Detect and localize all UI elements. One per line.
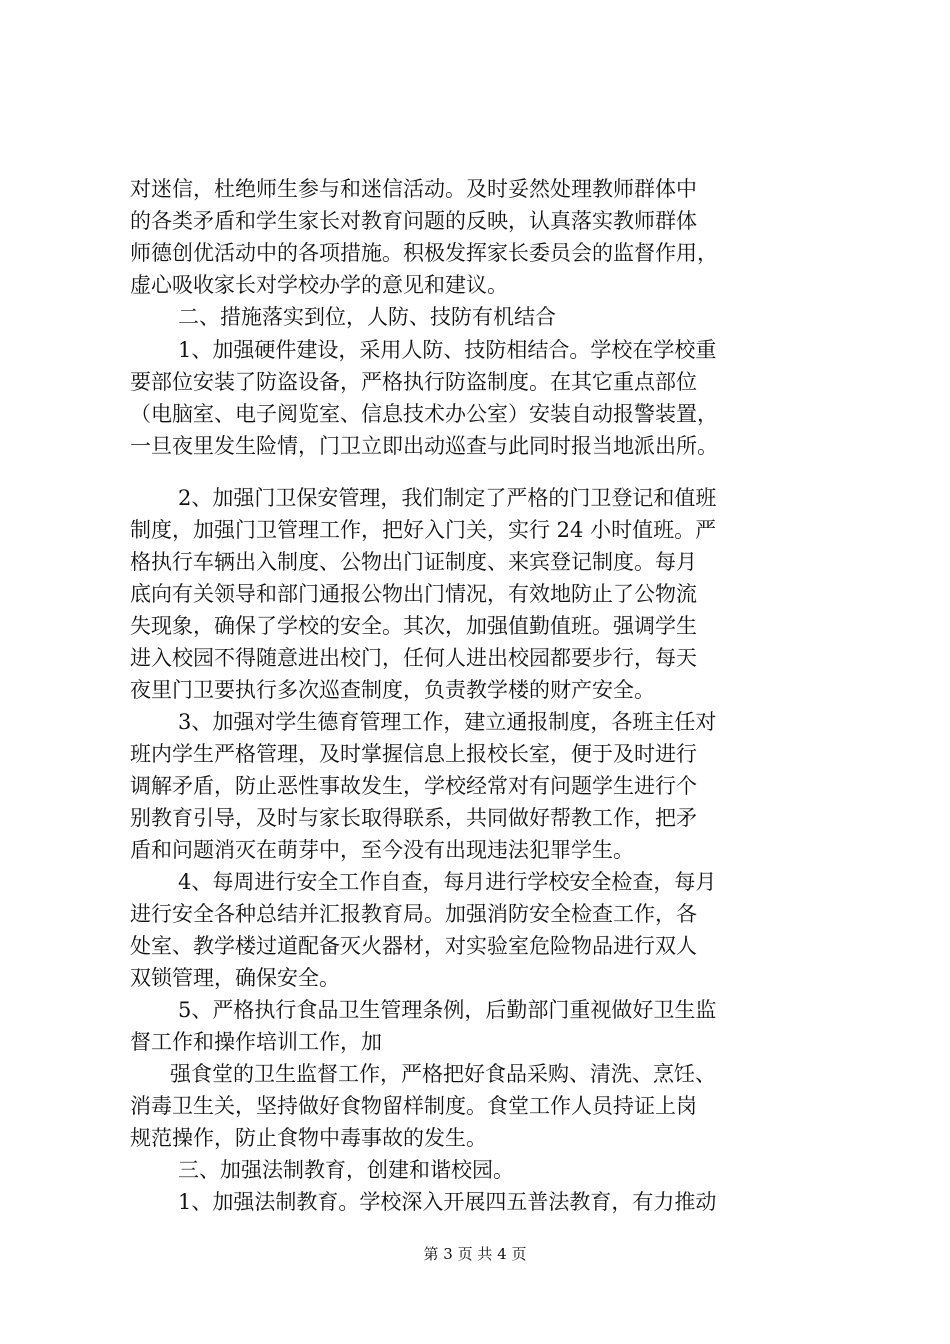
text-line: 督工作和操作培训工作，加	[130, 1030, 382, 1054]
text-line: （电脑室、电子阅览室、信息技术办公室）安装自动报警装置，	[130, 402, 718, 426]
text-line: 2、加强门卫保安管理，我们制定了严格的门卫登记和值班	[178, 486, 717, 510]
text-line: 对迷信，杜绝师生参与和迷信活动。及时妥然处理教师群体中	[130, 177, 697, 201]
text-line: 双锁管理，确保安全。	[130, 966, 340, 990]
text-line: 要部位安装了防盗设备，严格执行防盗制度。在其它重点部位	[130, 370, 697, 394]
page-number-footer: 第 3 页 共 4 页	[423, 1245, 527, 1263]
text-line: 4、每周进行安全工作自查，每月进行学校安全检查，每月	[178, 870, 717, 894]
text-line: 1、加强法制教育。学校深入开展四五普法教育，有力推动	[178, 1190, 717, 1214]
text-line: 制度，加强门卫管理工作，把好入门关，实行 24 小时值班。严	[130, 518, 717, 542]
text-line: 师德创优活动中的各项措施。积极发挥家长委员会的监督作用，	[130, 241, 718, 265]
text-line: 进入校园不得随意进出校门，任何人进出校园都要步行，每天	[130, 646, 697, 670]
text-line: 夜里门卫要执行多次巡查制度，负责教学楼的财产安全。	[130, 678, 655, 702]
text-line: 调解矛盾，防止恶性事故发生，学校经常对有问题学生进行个	[130, 774, 697, 798]
text-line: 消毒卫生关，坚持做好食物留样制度。食堂工作人员持证上岗	[130, 1094, 697, 1118]
text-line: 别教育引导，及时与家长取得联系，共同做好帮教工作，把矛	[130, 806, 697, 830]
text-line: 5、严格执行食品卫生管理条例，后勤部门重视做好卫生监	[178, 998, 717, 1022]
text-line: 失现象，确保了学校的安全。其次，加强值勤值班。强调学生	[130, 614, 697, 638]
text-line: 强食堂的卫生监督工作，严格把好食品采购、清洗、烹饪、	[170, 1062, 716, 1086]
text-line: 规范操作，防止食物中毒事故的发生。	[130, 1126, 487, 1150]
text-line: 处室、教学楼过道配备灭火器材，对实验室危险物品进行双人	[130, 934, 697, 958]
text-line: 班内学生严格管理，及时掌握信息上报校长室，便于及时进行	[130, 742, 697, 766]
text-line: 进行安全各种总结并汇报教育局。加强消防安全检查工作，各	[130, 902, 697, 926]
section-heading: 二、措施落实到位，人防、技防有机结合	[178, 305, 556, 329]
text-line: 盾和问题消灭在萌芽中，至今没有出现违法犯罪学生。	[130, 838, 634, 862]
text-line: 的各类矛盾和学生家长对教育问题的反映，认真落实教师群体	[130, 209, 697, 233]
text-line: 格执行车辆出入制度、公物出门证制度、来宾登记制度。每月	[130, 550, 697, 574]
section-heading: 三、加强法制教育，创建和谐校园。	[178, 1158, 514, 1182]
text-line: 虚心吸收家长对学校办学的意见和建议。	[130, 273, 508, 297]
text-line: 一旦夜里发生险情，门卫立即出动巡查与此同时报当地派出所。	[130, 434, 718, 458]
text-line: 底向有关领导和部门通报公物出门情况，有效地防止了公物流	[130, 582, 697, 606]
text-line: 1、加强硬件建设，采用人防、技防相结合。学校在学校重	[178, 338, 717, 362]
text-line: 3、加强对学生德育管理工作，建立通报制度，各班主任对	[178, 710, 717, 734]
